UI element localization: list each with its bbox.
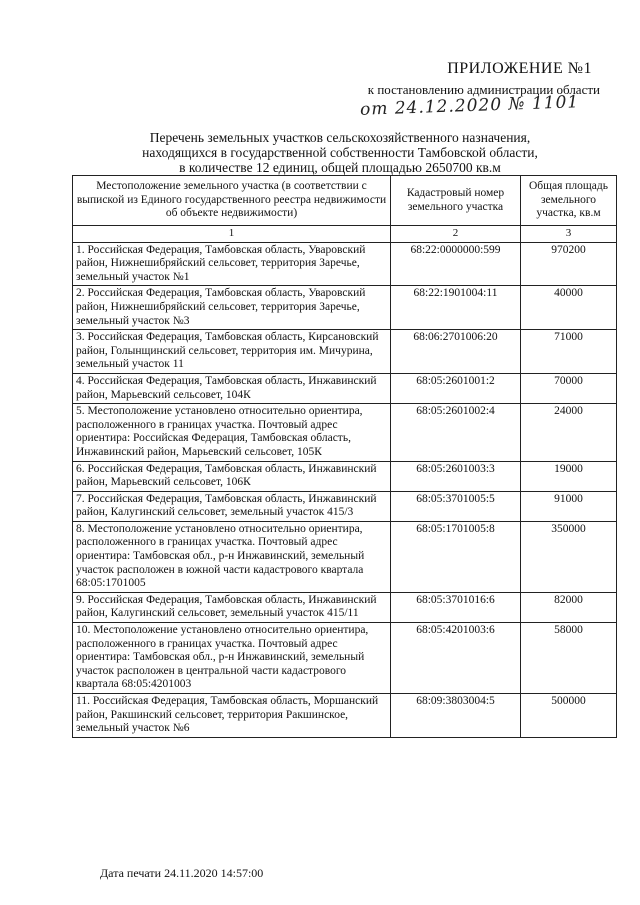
header-area: Общая площадь земельного участка, кв.м: [521, 176, 617, 226]
table-row: [73, 330, 617, 374]
table-row: [73, 592, 617, 622]
table-row: [73, 521, 617, 592]
table-row: [73, 242, 617, 286]
table-row: [73, 623, 617, 694]
table-header-row: [73, 176, 617, 226]
cell-cadastral: 68:22:1901004:11: [391, 286, 521, 330]
title-line: находящихся в государственной собственности Тамбовской области,: [142, 145, 538, 160]
cell-cadastral: 68:05:2601001:2: [391, 373, 521, 403]
cell-cadastral: 68:05:2601003:3: [391, 461, 521, 491]
table-row: [73, 404, 617, 461]
column-number: 1: [73, 226, 391, 243]
handwritten-resolution-number: от 24.12.2020 № 1101: [359, 92, 580, 120]
header-cadastral: Кадастровый номер земельного участка: [391, 176, 521, 226]
header-location: Местоположение земельного участка (в соответствии с выпиской из Единого государственного реестра недвижимости об объекте недвижимости): [73, 176, 391, 226]
cell-area: 19000: [521, 461, 617, 491]
appendix-title: ПРИЛОЖЕНИЕ №1: [447, 60, 592, 77]
table-row: [73, 461, 617, 491]
cell-location: 6. Российская Федерация, Тамбовская область, Инжавинский район, Марьевский сельсовет, 106К: [73, 461, 391, 491]
title-line: в количестве 12 единиц, общей площадью 2650700 кв.м: [179, 160, 501, 175]
cell-cadastral: 68:05:2601002:4: [391, 404, 521, 461]
cell-location: 7. Российская Федерация, Тамбовская область, Инжавинский район, Калугинский сельсовет, земельный участок 415/3: [73, 491, 391, 521]
cell-location: 5. Местоположение установлено относительно ориентира, расположенного в границах участка. Почтовый адрес ориентира: Российская Федерация, Тамбовская область, Инжавинский район, Марьевский сельсовет, 105К: [73, 404, 391, 461]
cell-area: 82000: [521, 592, 617, 622]
cell-area: 70000: [521, 373, 617, 403]
table-row: [73, 286, 617, 330]
cell-location: 2. Российская Федерация, Тамбовская область, Уваровский район, Нижнешибряйский сельсовет, территория Заречье, земельный участок №3: [73, 286, 391, 330]
table-body: [73, 242, 617, 737]
cell-cadastral: 68:05:1701005:8: [391, 521, 521, 592]
cell-cadastral: 68:05:3701005:5: [391, 491, 521, 521]
cell-cadastral: 68:05:3701016:6: [391, 592, 521, 622]
table-row: [73, 694, 617, 738]
cell-location: 1. Российская Федерация, Тамбовская область, Уваровский район, Нижнешибряйский сельсовет, территория Заречье, земельный участок №1: [73, 242, 391, 286]
cell-location: 10. Местоположение установлено относительно ориентира, расположенного в границах участка. Почтовый адрес ориентира: Тамбовская обл., р-н Инжавинский, земельный участок расположен в центральной части кадастрового квартала 68:05:4201003: [73, 623, 391, 694]
cell-area: 40000: [521, 286, 617, 330]
cell-area: 970200: [521, 242, 617, 286]
document-title: [100, 130, 580, 175]
cell-area: 71000: [521, 330, 617, 374]
column-number: 3: [521, 226, 617, 243]
cell-location: 4. Российская Федерация, Тамбовская область, Инжавинский район, Марьевский сельсовет, 104К: [73, 373, 391, 403]
cell-location: 9. Российская Федерация, Тамбовская область, Инжавинский район, Калугинский сельсовет, земельный участок 415/11: [73, 592, 391, 622]
print-date: Дата печати 24.11.2020 14:57:00: [100, 866, 264, 880]
cell-area: 350000: [521, 521, 617, 592]
title-line: Перечень земельных участков сельскохозяйственного назначения,: [149, 130, 531, 145]
cell-area: 58000: [521, 623, 617, 694]
column-number: 2: [391, 226, 521, 243]
cell-location: 8. Местоположение установлено относительно ориентира, расположенного в границах участка. Почтовый адрес ориентира: Тамбовская обл., р-н Инжавинский, земельный участок расположен в южной части кадастрового квартала 68:05:1701005: [73, 521, 391, 592]
cell-cadastral: 68:05:4201003:6: [391, 623, 521, 694]
cell-area: 24000: [521, 404, 617, 461]
cell-cadastral: 68:09:3803004:5: [391, 694, 521, 738]
cell-area: 500000: [521, 694, 617, 738]
table-row: [73, 373, 617, 403]
appendix-subtitle: к постановлению администрации области: [367, 82, 600, 97]
cell-area: 91000: [521, 491, 617, 521]
column-number-row: [73, 226, 617, 243]
table-row: [73, 491, 617, 521]
land-plots-table: [72, 175, 617, 738]
cell-cadastral: 68:06:2701006:20: [391, 330, 521, 374]
cell-cadastral: 68:22:0000000:599: [391, 242, 521, 286]
cell-location: 11. Российская Федерация, Тамбовская область, Моршанский район, Ракшинский сельсовет, территория Ракшинское, земельный участок №6: [73, 694, 391, 738]
cell-location: 3. Российская Федерация, Тамбовская область, Кирсановский район, Голынщинский сельсовет, территория им. Мичурина, земельный участок 11: [73, 330, 391, 374]
